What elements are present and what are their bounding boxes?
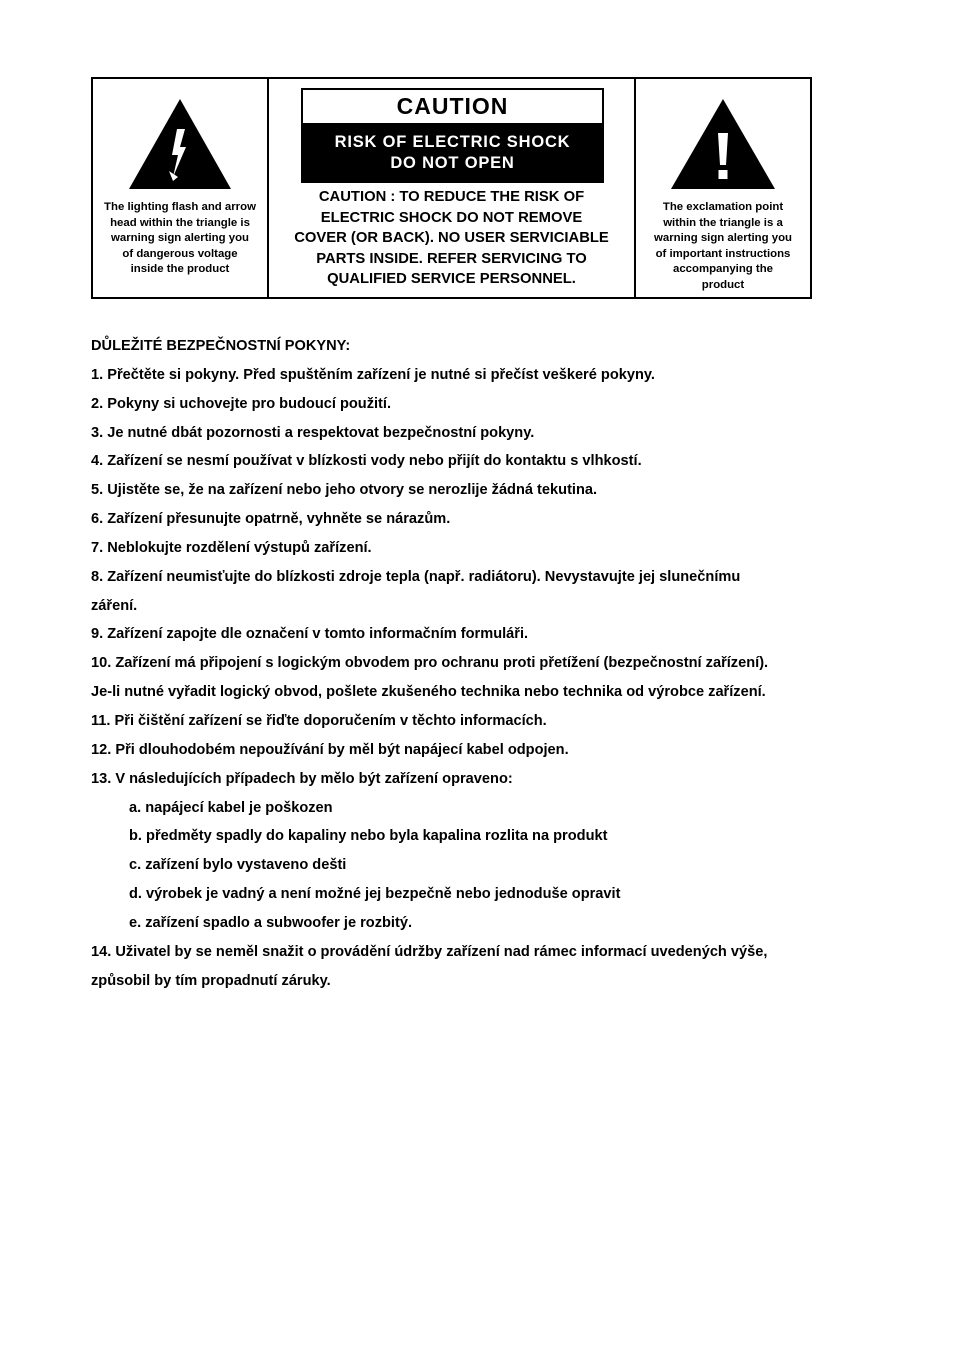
caution-box (91, 77, 812, 299)
text-line: head within the triangle is (110, 216, 250, 229)
exclamation-triangle-icon (669, 97, 777, 191)
electric-warning-text (93, 200, 267, 278)
electric-warning-cell (93, 79, 269, 297)
text-line: within the triangle is a (663, 216, 783, 229)
caution-center-cell (269, 79, 636, 297)
lightning-triangle-icon (127, 97, 233, 191)
text-line: CAUTION : TO REDUCE THE RISK OF (318, 189, 585, 205)
instruction-line: 13. V následujících případech by mělo být zařízení opraveno: (91, 770, 513, 787)
risk-line: RISK OF ELECTRIC SHOCK (334, 133, 571, 151)
instruction-line: 10. Zařízení má připojení s logickým obvodem pro ochranu proti přetížení (bezpečnostní zařízení). (91, 655, 769, 672)
text-line: COVER (OR BACK). NO USER SERVICIABLE (294, 230, 609, 246)
caution-instructions (269, 187, 634, 290)
instruction-line: 2. Pokyny si uchovejte pro budoucí použití. (91, 395, 392, 412)
instruction-line: 12. Při dlouhodobém nepoužívání by měl být napájecí kabel odpojen. (91, 741, 569, 758)
text-line: warning sign alerting you (111, 232, 249, 244)
instruction-line: 3. Je nutné dbát pozornosti a respektovat bezpečnostní pokyny. (91, 424, 535, 441)
instruction-line: 9. Zařízení zapojte dle označení v tomto informačním formuláři. (91, 626, 529, 643)
sub-item: c. zařízení bylo vystaveno dešti (129, 857, 347, 874)
caution-label (301, 88, 604, 183)
instruction-line: 14. Uživatel by se neměl snažit o provádění údržby zařízení nad rámec informací uvedených výše, (91, 943, 768, 960)
sub-item: a. napájecí kabel je poškozen (129, 799, 333, 816)
text-line: The lighting flash and arrow (104, 201, 256, 213)
caution-title: CAUTION (396, 93, 509, 119)
instruction-line: 4. Zařízení se nesmí používat v blízkosti vody nebo přijít do kontaktu s vlhkostí. (91, 453, 642, 470)
text-line: PARTS INSIDE. REFER SERVICING TO (316, 250, 587, 267)
instruction-line: 5. Ujistěte se, že na zařízení nebo jeho otvory se nerozlije žádná tekutina. (91, 482, 598, 499)
text-line: inside the product (130, 263, 230, 275)
instruction-line: Je-li nutné vyřadit logický obvod, pošlete zkušeného technika nebo technika od výrobce zařízení. (91, 684, 766, 701)
sub-item: b. předměty spadly do kapaliny nebo byla kapalina rozlita na produkt (129, 828, 608, 845)
sub-item: e. zařízení spadlo a subwoofer je rozbitý. (129, 914, 413, 931)
instructions-warning-cell (636, 79, 810, 297)
text-line: ELECTRIC SHOCK DO NOT REMOVE (320, 209, 583, 226)
instructions-warning-text (636, 200, 810, 293)
text-line: accompanying the (672, 263, 773, 275)
sub-item: d. výrobek je vadný a není možné jej bezpečně nebo jednoduše opravit (129, 886, 621, 903)
text-line: product (701, 278, 745, 291)
text-line: The exclamation point (662, 201, 784, 213)
text-line: warning sign alerting you (654, 232, 792, 244)
instruction-line: 11. Při čištění zařízení se řiďte doporučením v těchto informacích. (91, 712, 547, 729)
safety-instructions (91, 332, 851, 995)
instruction-line: záření. (91, 597, 138, 614)
risk-line: DO NOT OPEN (390, 154, 515, 172)
text-line: of dangerous voltage (122, 247, 238, 260)
instruction-line: 6. Zařízení přesunujte opatrně, vyhněte se nárazům. (91, 511, 451, 528)
section-heading: DŮLEŽITÉ BEZPEČNOSTNÍ POKYNY: (91, 338, 351, 354)
instruction-line: způsobil by tím propadnutí záruky. (91, 972, 331, 989)
text-line: QUALIFIED SERVICE PERSONNEL. (327, 271, 576, 287)
risk-banner (301, 123, 604, 183)
text-line: of important instructions (655, 247, 791, 260)
instruction-line: 8. Zařízení neumisťujte do blízkosti zdroje tepla (např. radiátoru). Nevystavujte jej slunečnímu (91, 568, 741, 585)
instruction-line: 7. Neblokujte rozdělení výstupů zařízení. (91, 539, 372, 556)
instruction-line: 1. Přečtěte si pokyny. Před spuštěním zařízení je nutné si přečíst veškeré pokyny. (91, 366, 655, 383)
